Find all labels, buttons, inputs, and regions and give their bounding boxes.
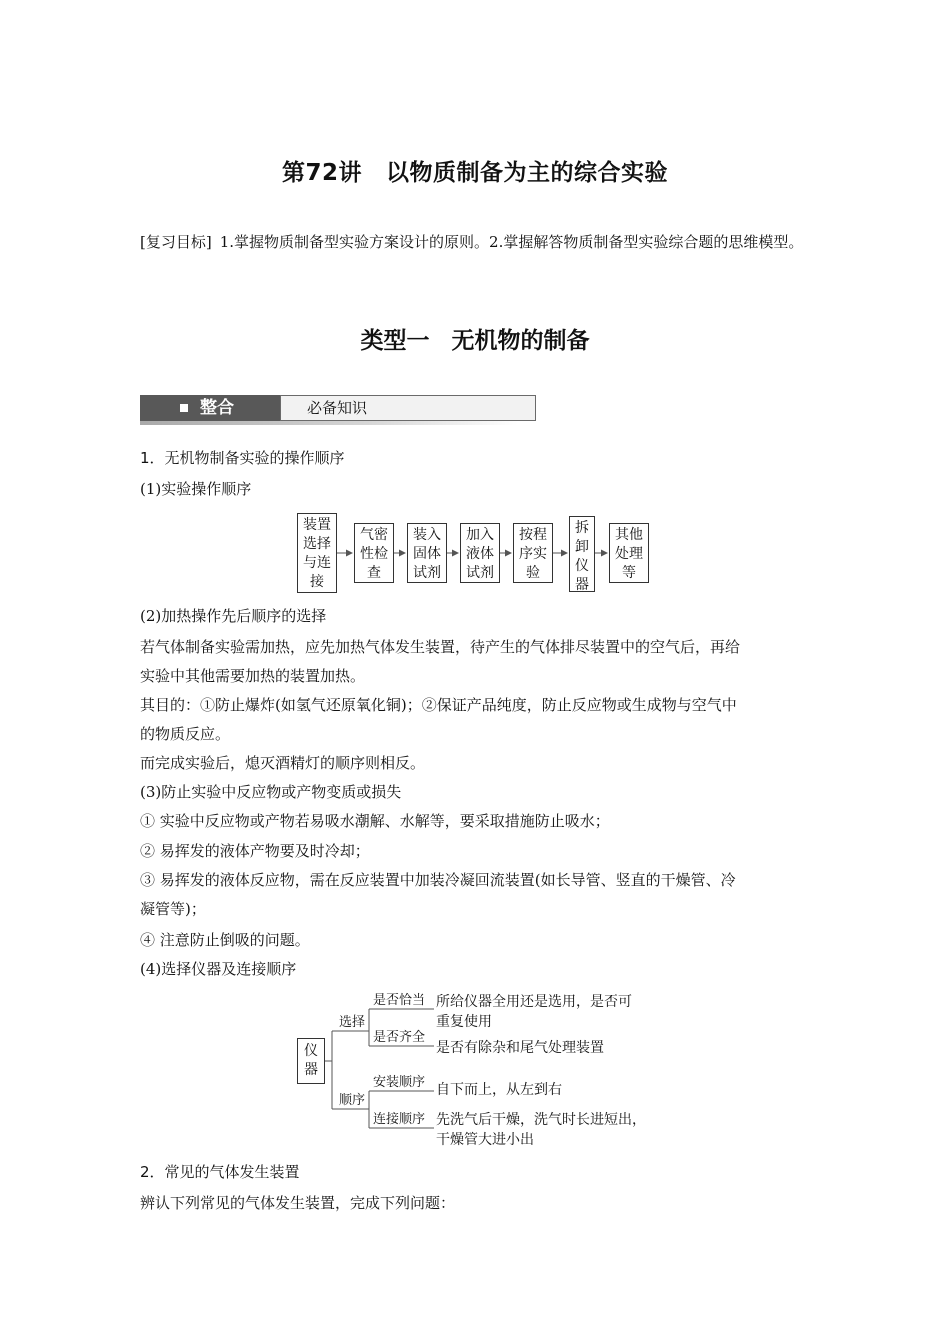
flow-step-4 <box>460 523 500 583</box>
tree-leaf1-text-line-2: 重复使用 <box>436 1014 492 1030</box>
flow-step-5-line: 验 <box>526 565 540 581</box>
flow-step-7-line: 等 <box>622 565 636 581</box>
tree-leaf1-label: 是否恰当 <box>373 993 426 1008</box>
tree-root-label: 仪器 <box>304 1043 318 1078</box>
paragraph-1-line-2: 实验中其他需要加热的装置加热。 <box>140 667 366 685</box>
flow-step-1 <box>297 513 337 593</box>
banner-dark-label: 整合 <box>200 398 234 418</box>
paragraph-2-line-1: 其目的：①防止爆炸(如氢气还原氧化铜)；②保证产品纯度，防止反应物或生成物与空气中 <box>140 696 737 714</box>
banner-dark-tab <box>140 395 280 421</box>
section1-heading: 1．无机物制备实验的操作顺序 <box>140 449 345 467</box>
sub-heading-3: (3)防止实验中反应物或产物变质或损失 <box>140 783 402 801</box>
flow-step-4-line: 试剂 <box>466 565 494 581</box>
sub-heading-4: (4)选择仪器及连接顺序 <box>140 960 297 978</box>
flow-step-4-line: 液体 <box>466 546 494 562</box>
tree-leaf4-label: 连接顺序 <box>373 1112 426 1127</box>
lecture-number: 第72讲 <box>281 160 362 186</box>
list-item-3-line-1: ③ 易挥发的液体反应物，需在反应装置中加装冷凝回流装置(如长导管、竖直的干燥管、冷 <box>140 871 736 889</box>
type-label: 类型一 <box>360 328 430 354</box>
flow-step-7-line: 其他 <box>615 527 643 543</box>
flow-step-1-line: 与连 <box>303 555 331 571</box>
lecture-topic: 以物质制备为主的综合实验 <box>386 160 668 186</box>
square-bullet-icon <box>180 404 188 412</box>
section2-heading: 2．常见的气体发生装置 <box>140 1163 300 1181</box>
section2-intro: 辨认下列常见的气体发生装置，完成下列问题： <box>140 1194 456 1212</box>
flow-step-2 <box>354 523 394 583</box>
type-heading <box>0 322 950 355</box>
flow-step-3-line: 试剂 <box>413 565 441 581</box>
flow-step-5 <box>513 523 553 583</box>
review-goal-text: 1.掌握物质制备型实验方案设计的原则。2.掌握解答物质制备型实验综合题的思维模型。 <box>219 233 804 251</box>
flow-step-2-line: 性检 <box>360 546 388 562</box>
flow-step-6-line: 仪 <box>575 558 589 574</box>
tree-root-box <box>297 1038 325 1084</box>
tree-leaf4-text-line-1: 先洗气后干燥，洗气时长进短出， <box>436 1112 646 1128</box>
flow-step-6-line: 拆 <box>575 520 589 536</box>
tree-leaf1-text-line-1: 所给仪器全用还是选用，是否可 <box>436 994 632 1010</box>
flow-step-6-line: 器 <box>575 577 589 593</box>
flow-step-2-line: 气密 <box>360 527 388 543</box>
flow-step-7-line: 处理 <box>615 546 643 562</box>
tree-branch-order: 顺序 <box>339 1093 366 1108</box>
flow-step-5-line: 按程 <box>519 527 547 543</box>
banner-light-tab <box>280 395 536 421</box>
tree-leaf3-label: 安装顺序 <box>373 1075 426 1090</box>
tree-leaf2-label: 是否齐全 <box>373 1030 426 1045</box>
paragraph-2-line-2: 的物质反应。 <box>140 725 231 743</box>
tree-branch-select: 选择 <box>339 1015 366 1030</box>
list-item-2: ② 易挥发的液体产物要及时冷却； <box>140 842 370 860</box>
list-item-3-line-2: 凝管等)； <box>140 900 206 918</box>
flow-step-7 <box>609 523 649 583</box>
review-goal <box>140 228 812 257</box>
flow-step-3-line: 固体 <box>413 546 441 562</box>
list-item-4: ④ 注意防止倒吸的问题。 <box>140 931 310 949</box>
sub-heading-2: (2)加热操作先后顺序的选择 <box>140 607 327 625</box>
review-goal-tag: [复习目标] <box>140 233 212 251</box>
flow-step-1-line: 选择 <box>303 536 331 552</box>
flow-step-2-line: 查 <box>367 565 381 581</box>
flow-step-4-line: 加入 <box>466 527 494 543</box>
operation-flow-diagram <box>297 513 657 593</box>
tree-leaf4-text-line-2: 干燥管大进小出 <box>436 1132 534 1148</box>
flow-step-1-line: 接 <box>310 574 324 590</box>
tree-leaf2-text: 是否有除杂和尾气处理装置 <box>436 1040 604 1056</box>
flow-step-5-line: 序实 <box>519 546 547 562</box>
flow-step-1-line: 装置 <box>303 517 331 533</box>
flow-step-3-line: 装入 <box>413 527 441 543</box>
flow-step-6-line: 卸 <box>575 539 589 555</box>
tree-leaf3-text: 自下而上，从左到右 <box>436 1082 562 1098</box>
flow-step-3 <box>407 523 447 583</box>
flow-step-6 <box>569 516 595 592</box>
page-title <box>0 154 950 187</box>
list-item-1: ① 实验中反应物或产物若易吸水潮解、水解等，要采取措施防止吸水； <box>140 812 610 830</box>
type-name: 无机物的制备 <box>451 328 590 354</box>
banner-light-label: 必备知识 <box>307 399 368 417</box>
paragraph-3: 而完成实验后，熄灭酒精灯的顺序则相反。 <box>140 754 426 772</box>
section-banner <box>140 395 518 427</box>
paragraph-1-line-1: 若气体制备实验需加热，应先加热气体发生装置，待产生的气体排尽装置中的空气后，再给 <box>140 638 741 656</box>
instrument-tree-diagram <box>297 988 667 1148</box>
sub-heading-1: (1)实验操作顺序 <box>140 480 252 498</box>
